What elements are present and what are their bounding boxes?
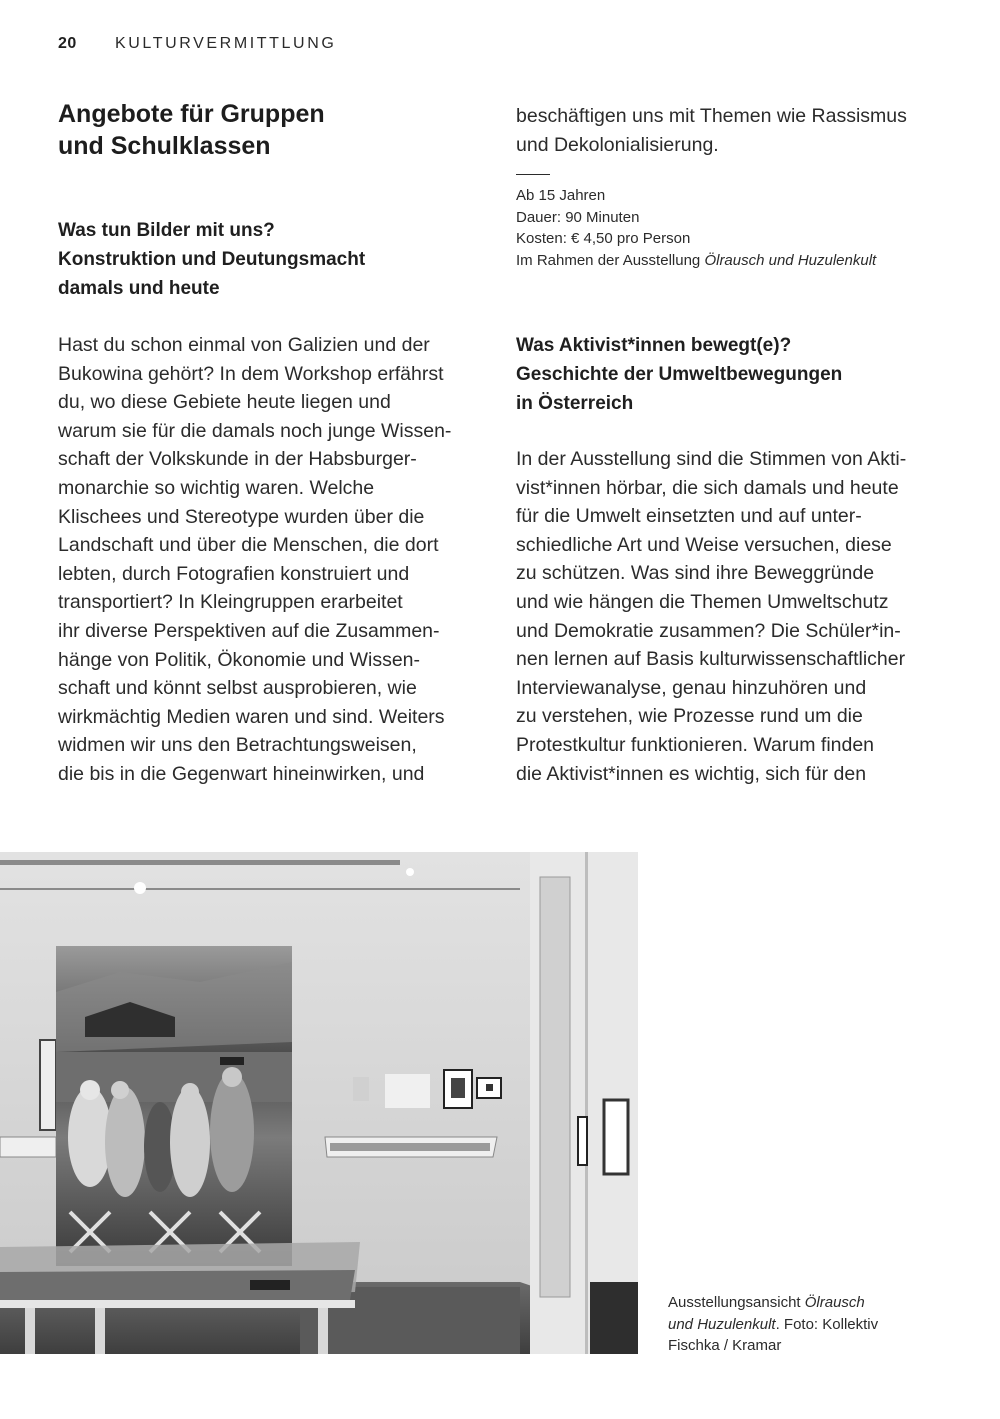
meta-duration: Dauer: 90 Minuten [516, 208, 640, 226]
meta-age: Ab 15 Jahren [516, 187, 606, 204]
photo-caption: Ausstellungsansicht Ölrausch und Huzulenkult. Foto: Kollektiv Fischka / Kramar [668, 1294, 879, 1354]
workshop1-meta [516, 185, 876, 271]
workshop2-body: In der Ausstellung sind die Stimmen von Akti- vist*innen hörbar, die sich damals und heute für die Umwelt einsetzten und auf unter- schiedliche Art und Weise versuchen, diese zu schützen. Was sind ihre Beweggründe und wie hängen die Themen Umweltschutz und Demokratie zusammen? Die Schüler*in- nen lernen auf Basis kulturwissenschaftlicher Interviewanalyse, genau hinzuhören und zu verstehen, wie Prozesse rund um die Protestkultur funktionieren. Warum finden die Aktivist*innen es wichtig, sich für den [516, 448, 907, 785]
running-header [58, 35, 337, 53]
section-title: KULTURVERMITTLUNG [115, 35, 337, 52]
workshop1-body: Hast du schon einmal von Galizien und der Bukowina gehört? In dem Workshop erfährst du, wo diese Gebiete heute liegen und warum sie für die damals noch junge Wissen- schaft der Volkskunde in der Habsburger- monarchie so wichtig waren. Welche Klischees und Stereotype wurden über die Landschaft und über die Menschen, die dort lebten, durch Fotografien konstruiert und transportiert? In Kleingruppen erarbeitet ihr diverse Perspektiven auf die Zusammen- hänge von Politik, Ökonomie und Wissen- schaft und könnt selbst ausprobieren, wie wirkmächtig Medien waren und sind. Weiters widmen wir uns den Betrachtungsweisen, die bis in die Gegenwart hineinwirken, und [58, 334, 452, 785]
workshop1-body-continued: beschäftigen uns mit Themen wie Rassismus und Dekolonialisierung. [516, 105, 907, 156]
exhibition-title: Ölrausch und Huzulenkult [704, 251, 877, 269]
workshop1-heading: Was tun Bilder mit uns? Konstruktion und Deutungsmacht damals und heute [58, 220, 366, 299]
exhibition-photo [0, 852, 638, 1354]
meta-cost: Kosten: € 4,50 pro Person [516, 230, 691, 247]
page-title: Angebote für Gruppen und Schulklassen [58, 100, 325, 160]
divider-rule [516, 174, 550, 175]
workshop2-heading: Was Aktivist*innen bewegt(e)? Geschichte der Umweltbewegungen in Österreich [516, 335, 843, 414]
exhibition-view-image [0, 852, 638, 1354]
page-number: 20 [58, 35, 77, 52]
meta-context: Im Rahmen der Ausstellung Ölrausch und Huzulenkult [516, 251, 877, 269]
